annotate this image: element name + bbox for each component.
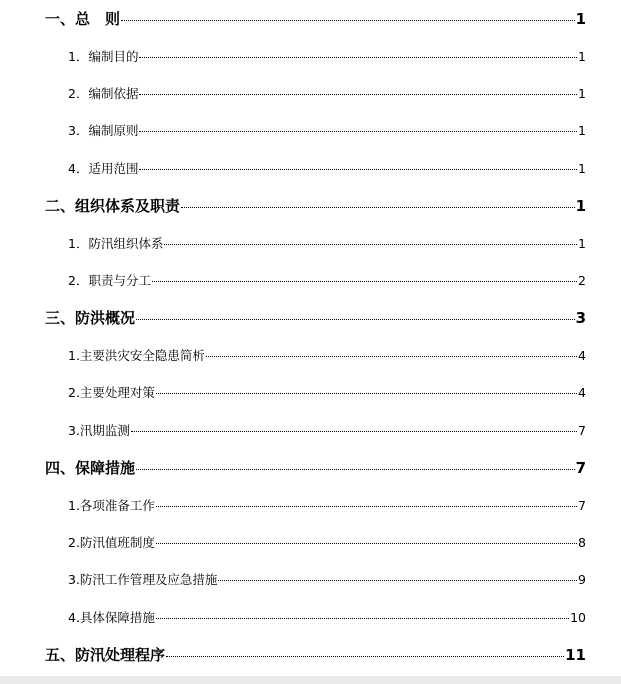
dot-leader	[139, 169, 577, 170]
toc-page-number: 11	[565, 646, 586, 664]
toc-entry-label: 3．编制原则	[68, 123, 139, 138]
toc-page-number: 7	[578, 423, 586, 438]
toc-entry-chapter-1[interactable]	[45, 8, 586, 29]
toc-page-number: 3	[575, 309, 586, 327]
toc-entry[interactable]	[68, 608, 586, 626]
page-bottom-edge	[0, 676, 621, 684]
dot-leader	[218, 580, 577, 581]
dot-leader	[152, 281, 577, 282]
toc-page-number: 8	[578, 535, 586, 550]
toc-page-number: 4	[578, 385, 586, 400]
toc-entry[interactable]	[68, 421, 586, 439]
toc-entry-label: 2.主要处理对策	[68, 385, 155, 400]
toc-entry-chapter-3[interactable]	[45, 307, 586, 328]
dot-leader	[131, 431, 577, 432]
toc-entry-label: 3.汛期监测	[68, 423, 130, 438]
toc-page-number: 4	[578, 348, 586, 363]
toc-page-number: 1	[578, 161, 586, 176]
toc-entry-label: 1.各项准备工作	[68, 498, 155, 513]
toc-entry-label: 1．防汛组织体系	[68, 236, 164, 251]
dot-leader	[121, 20, 575, 21]
dot-leader	[139, 57, 577, 58]
toc-page-number: 1	[578, 49, 586, 64]
toc-entry[interactable]	[68, 570, 586, 588]
toc-entry[interactable]	[68, 159, 586, 177]
toc-entry[interactable]	[68, 271, 586, 289]
toc-entry-label: 1．编制目的	[68, 49, 139, 64]
toc-entry-label: 一、总 则	[45, 10, 121, 28]
toc-entry-label: 4．适用范围	[68, 161, 139, 176]
toc-page-number: 1	[578, 86, 586, 101]
dot-leader	[156, 393, 577, 394]
toc-page-number: 1	[575, 10, 586, 28]
toc-entry-label: 4.具体保障措施	[68, 610, 155, 625]
toc-page-number: 1	[578, 123, 586, 138]
toc-entry[interactable]	[68, 84, 586, 102]
toc-entry-label: 2．编制依据	[68, 86, 139, 101]
dot-leader	[164, 244, 577, 245]
toc-entry-label: 三、防洪概况	[45, 309, 136, 327]
toc-page-number: 1	[575, 197, 586, 215]
toc-page-number: 7	[578, 498, 586, 513]
toc-entry-label: 3.防汛工作管理及应急措施	[68, 572, 218, 587]
dot-leader	[181, 207, 575, 208]
toc-page-number: 7	[575, 459, 586, 477]
dot-leader	[136, 469, 575, 470]
toc-page-number: 1	[578, 236, 586, 251]
dot-leader	[156, 543, 577, 544]
dot-leader	[166, 656, 564, 657]
toc-entry-chapter-5[interactable]	[45, 644, 586, 665]
toc-entry-label: 四、保障措施	[45, 459, 136, 477]
toc-entry-label: 1.主要洪灾安全隐患简析	[68, 348, 205, 363]
toc-page-number: 2	[578, 273, 586, 288]
dot-leader	[139, 131, 577, 132]
dot-leader	[206, 356, 577, 357]
toc-entry-chapter-2[interactable]	[45, 195, 586, 216]
toc-entry[interactable]	[68, 496, 586, 514]
dot-leader	[156, 618, 569, 619]
toc-entry-label: 2.防汛值班制度	[68, 535, 155, 550]
dot-leader	[136, 319, 575, 320]
toc-entry[interactable]	[68, 234, 586, 252]
toc-entry[interactable]	[68, 346, 586, 364]
toc-entry[interactable]	[68, 121, 586, 139]
toc-entry-chapter-4[interactable]	[45, 457, 586, 478]
toc-entry[interactable]	[68, 383, 586, 401]
toc-entry[interactable]	[68, 533, 586, 551]
dot-leader	[156, 506, 577, 507]
toc-entry[interactable]	[68, 47, 586, 65]
toc-entry-label: 二、组织体系及职责	[45, 197, 181, 215]
toc-entry-label: 2．职责与分工	[68, 273, 151, 288]
toc-page-number: 9	[578, 572, 586, 587]
toc-entry-label: 五、防汛处理程序	[45, 646, 166, 664]
toc-page-number: 10	[570, 610, 586, 625]
dot-leader	[139, 94, 577, 95]
